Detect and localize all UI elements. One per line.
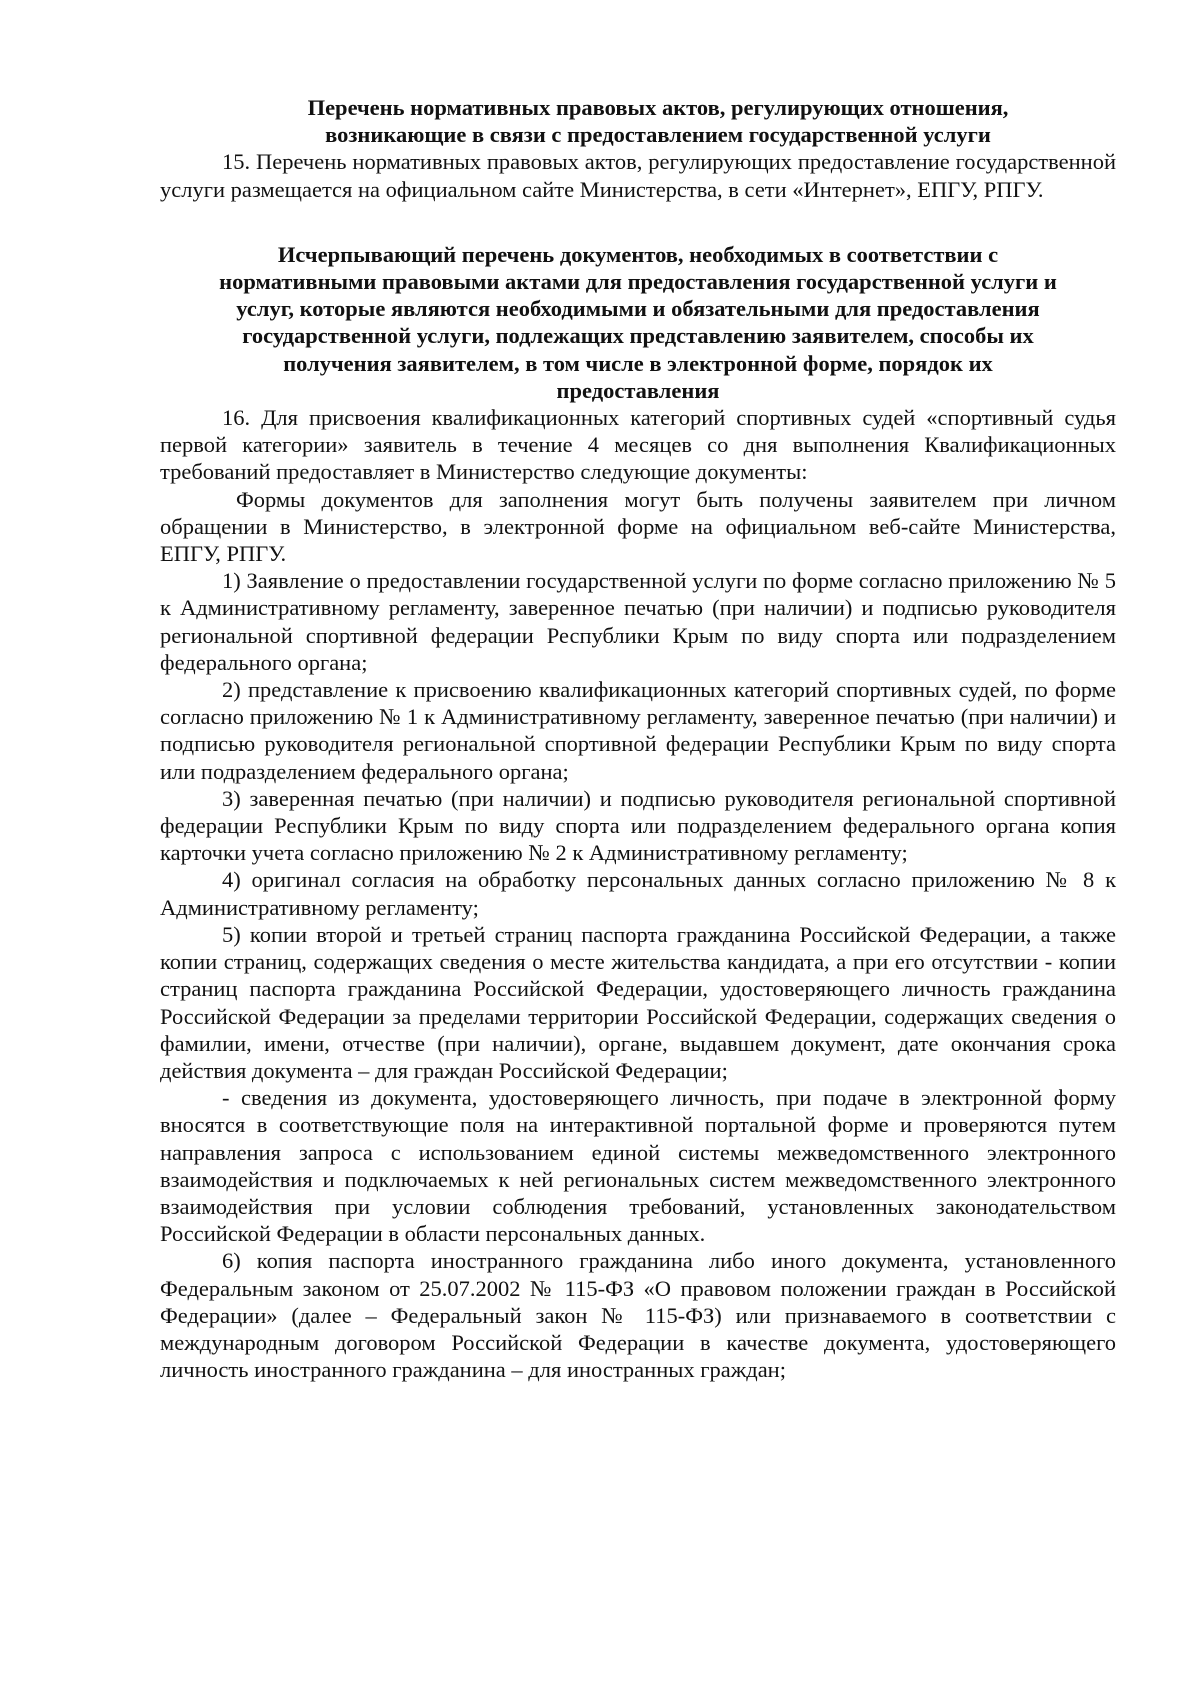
list-item-3: 3) заверенная печатью (при наличии) и подписью руководителя региональной спортивной федерации Республики Крым по виду спорта или подразделением федерального органа копия карточки учета согласно приложению № 2 к Административному регламенту; [160,785,1116,866]
list-item-4: 4) оригинал согласия на обработку персональных данных согласно приложению № 8 к Административному регламенту; [160,867,1116,920]
list-item-2: 2) представление к присвоению квалификационных категорий спортивных судей, по форме согласно приложению № 1 к Административному регламенту, заверенное печатью (при наличии) и подписью руководителя региональной спортивной федерации Республики Крым по виду спорта или подразделением федерального органа; [160,677,1116,784]
list-item-6: 6) копия паспорта иностранного гражданина либо иного документа, установленного Федеральным законом от 25.07.2002 № 115-ФЗ «О правовом положении граждан в Российской Федерации» (далее – Федеральный закон № 115-ФЗ) или признаваемого в соответствии с международным договором Российской Федерации в качестве документа, удостоверяющего личность иностранного гражданина – для иностранных граждан; [160,1248,1116,1383]
heading-line: государственной услуги, подлежащих представлению заявителем, способы их [242,323,1034,349]
heading-line: нормативными правовыми актами для предоставления государственной услуги и [219,269,1057,295]
heading-line: Перечень нормативных правовых актов, регулирующих отношения, [307,95,1009,120]
list-item-5-note: - сведения из документа, удостоверяющего личность, при подаче в электронной форму вносятся в соответствующие поля на интерактивной портальной форме и проверяются путем направления запроса с использованием единой системы межведомственного электронного взаимодействия и подключаемых к ней региональных систем межведомственного электронного взаимодействия при условии соблюдения требований, установленных законодательством Российской Федерации в области персональных данных. [160,1085,1116,1247]
heading-line: получения заявителем, в том числе в электронной форме, порядок их [283,350,993,376]
list-item-1: 1) Заявление о предоставлении государственной услуги по форме согласно приложению № 5 к Административному регламенту, заверенное печатью (при наличии) и подписью руководителя региональной спортивной федерации Республики Крым по виду спорта или подразделением федерального органа; [160,568,1116,675]
paragraph-15: 15. Перечень нормативных правовых актов, регулирующих предоставление государственной услуги размещается на официальном сайте Министерства, в сети «Интернет», ЕПГУ, РПГУ. [160,149,1116,202]
heading-line: возникающие в связи с предоставлением государственной услуги [325,122,991,148]
heading-line: предоставления [556,377,720,403]
heading-line: Исчерпывающий перечень документов, необходимых в соответствии с [277,241,999,267]
section-heading-documents-list [160,241,1116,404]
paragraph-forms: Формы документов для заполнения могут быть получены заявителем при личном обращении в Министерство, в электронной форме на официальном веб-сайте Министерства, ЕПГУ, РПГУ. [160,486,1116,567]
list-item-5: 5) копии второй и третьей страниц паспорта гражданина Российской Федерации, а также копии страниц, содержащих сведения о месте жительства кандидата, а при его отсутствии - копии страниц паспорта гражданина Российской Федерации, удостоверяющего личность гражданина Российской Федерации за пределами территории Российской Федерации, содержащих сведения о фамилии, имени, отчестве (при наличии), органе, выдавшем документ, дате окончания срока действия документа – для граждан Российской Федерации; [160,921,1116,1083]
section-heading-normative-acts [160,94,1116,148]
paragraph-16: 16. Для присвоения квалификационных категорий спортивных судей «спортивный судья первой категории» заявитель в течение 4 месяцев со дня выполнения Квалификационных требований предоставляет в Министерство следующие документы: [160,405,1116,485]
heading-line: услуг, которые являются необходимыми и обязательными для предоставления [236,296,1040,322]
